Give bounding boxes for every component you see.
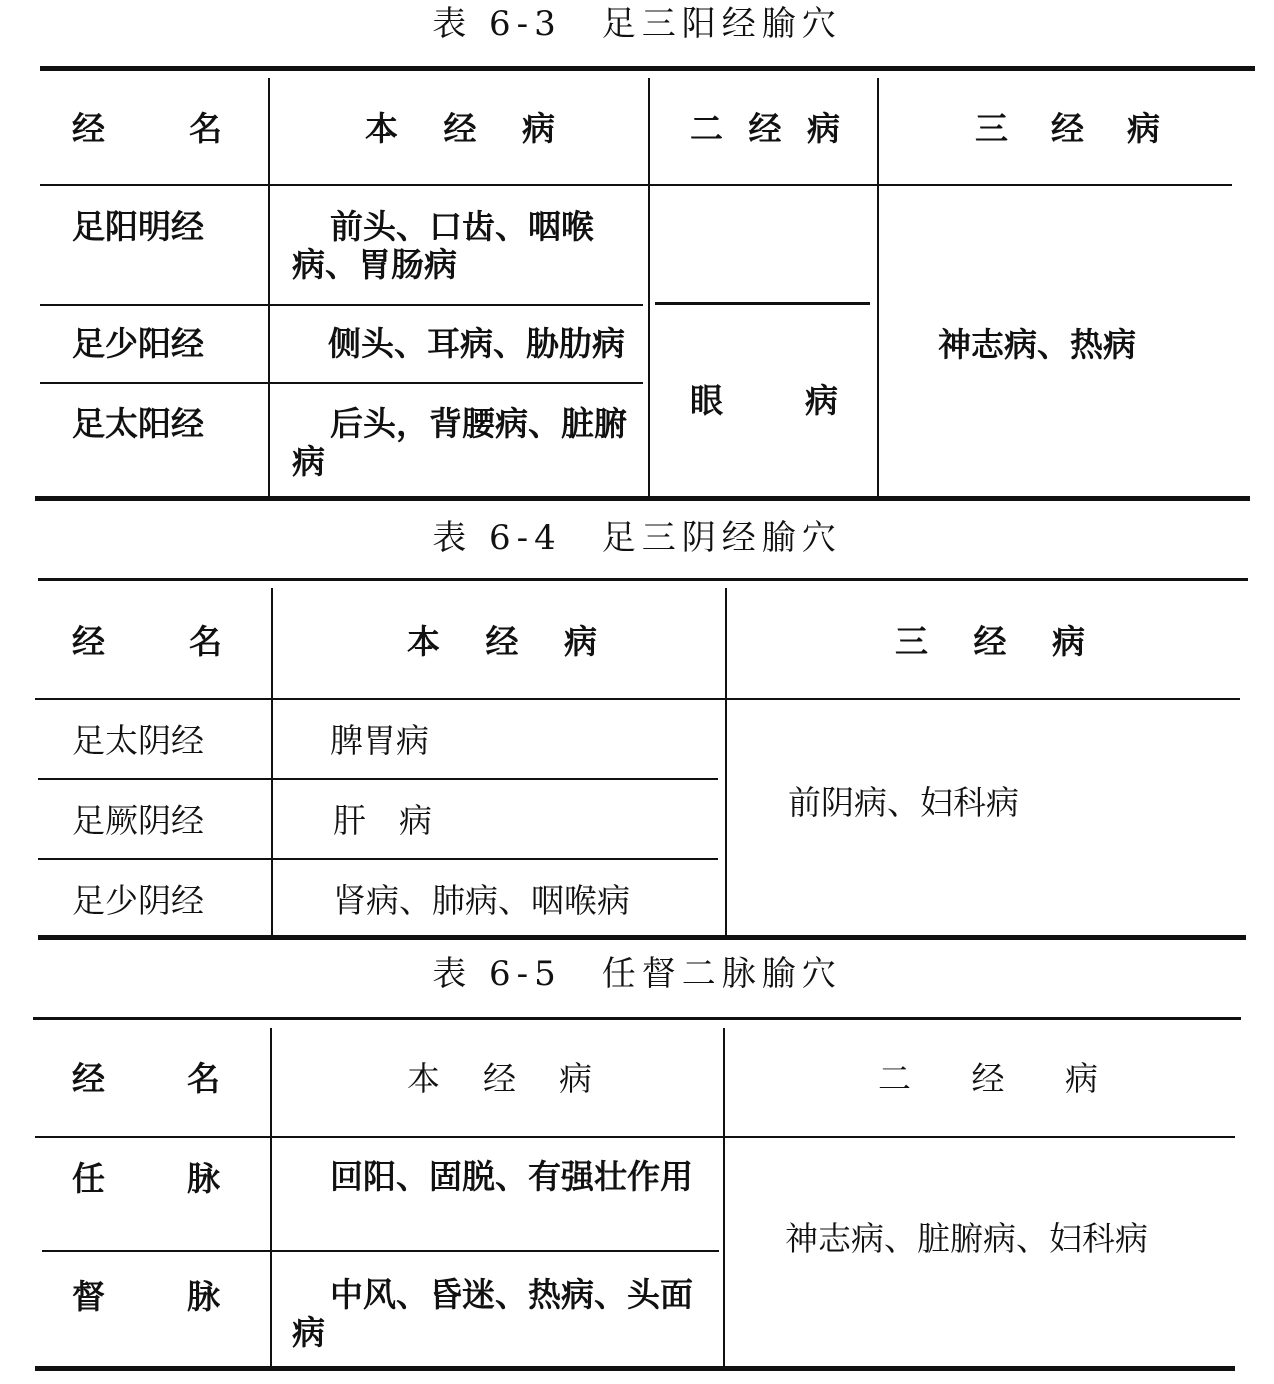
t1-row1-name: 足阳明经 xyxy=(72,207,204,246)
t2-row-rule xyxy=(38,858,718,860)
t1-header-rule xyxy=(40,184,1232,186)
table-6-5-title: 表 6-5 任督二脉腧穴 xyxy=(432,954,842,994)
t3-row1-name xyxy=(72,1160,220,1198)
t3-header-two-char: 二 xyxy=(878,1059,911,1098)
t3-header-name-char: 名 xyxy=(187,1059,220,1098)
t1-header-name xyxy=(72,110,222,148)
t2-row1-own: 脾胃病 xyxy=(330,721,429,760)
t2-row3-own: 肾病、肺病、咽喉病 xyxy=(333,881,630,920)
t2-header-three-char: 病 xyxy=(1052,622,1085,661)
t1-row2-name: 足少阳经 xyxy=(72,324,204,363)
table-6-3-bottom-rule xyxy=(35,496,1250,501)
t3-two-merged: 神志病、脏腑病、妇科病 xyxy=(785,1219,1148,1258)
t3-header-own-char: 本 xyxy=(407,1059,440,1098)
t3-col-divider xyxy=(723,1028,725,1366)
t1-row3-name: 足太阳经 xyxy=(72,404,204,443)
table-6-5-bottom-rule xyxy=(35,1366,1235,1371)
t2-col-divider xyxy=(271,588,273,935)
t2-col-divider xyxy=(725,588,727,935)
t2-row2-own: 肝 病 xyxy=(333,801,432,840)
t3-header-own xyxy=(407,1060,592,1098)
t2-row1-name: 足太阴经 xyxy=(72,721,204,760)
t1-header-own-char: 病 xyxy=(522,109,555,148)
t3-col-divider xyxy=(270,1028,272,1366)
t1-header-three xyxy=(975,110,1160,148)
t3-row1-name-char: 脉 xyxy=(187,1159,220,1198)
t3-row-rule xyxy=(42,1250,719,1252)
t2-header-own xyxy=(407,623,597,661)
t3-row2-own: 中风、昏迷、热病、头面病 xyxy=(292,1275,693,1352)
t2-header-three-char: 三 xyxy=(895,622,928,661)
t2-header-rule xyxy=(35,698,1240,700)
t2-header-name xyxy=(72,623,222,661)
t3-row1-own: 回阳、固脱、有强壮作用 xyxy=(330,1157,693,1196)
t3-header-rule xyxy=(35,1136,1235,1138)
t2-row-rule xyxy=(38,778,718,780)
t2-header-three-char: 经 xyxy=(973,622,1007,661)
t1-col-divider xyxy=(268,78,270,496)
table-6-5-top-rule xyxy=(33,1017,1241,1020)
t2-header-own-char: 经 xyxy=(485,622,519,661)
t2-row3-name: 足少阴经 xyxy=(72,881,204,920)
t1-header-own-char: 经 xyxy=(443,109,477,148)
t2-header-three xyxy=(895,623,1085,661)
t1-header-two xyxy=(690,110,840,148)
t1-header-own xyxy=(365,110,555,148)
t1-header-two-char: 二 xyxy=(690,109,723,148)
t1-header-three-char: 经 xyxy=(1051,109,1084,148)
t1-row-rule xyxy=(40,382,643,384)
t3-header-two xyxy=(878,1060,1098,1098)
t1-header-two-char: 病 xyxy=(807,109,840,148)
t1-header-name-char: 名 xyxy=(189,109,222,148)
t1-header-three-char: 三 xyxy=(975,109,1008,148)
t3-row2-name-char: 脉 xyxy=(187,1277,220,1316)
t1-row2-own: 侧头、耳病、胁肋病 xyxy=(328,324,625,363)
table-6-3-title: 表 6-3 足三阳经腧穴 xyxy=(432,4,842,44)
t2-header-own-char: 本 xyxy=(407,622,440,661)
t3-header-two-char: 经 xyxy=(971,1059,1005,1098)
t1-col-divider xyxy=(877,78,879,496)
t2-row2-name: 足厥阴经 xyxy=(72,801,204,840)
table-6-4-top-rule xyxy=(38,578,1248,581)
t1-row1-own: 前头、口齿、咽喉病、胃肠病 xyxy=(292,207,594,284)
t2-header-name-char: 名 xyxy=(189,622,222,661)
t2-three-merged: 前阴病、妇科病 xyxy=(788,783,1019,822)
t1-header-three-char: 病 xyxy=(1127,109,1160,148)
t3-header-two-char: 病 xyxy=(1065,1059,1098,1098)
t3-row1-name-char: 任 xyxy=(72,1159,105,1198)
table-6-3-top-rule xyxy=(40,66,1255,71)
t1-three-merged: 神志病、热病 xyxy=(938,325,1136,364)
t3-header-own-char: 经 xyxy=(483,1059,516,1098)
t3-header-own-char: 病 xyxy=(559,1059,592,1098)
t1-row3-own: 后头，背腰病、脏腑病 xyxy=(292,404,627,481)
t1-header-two-char: 经 xyxy=(748,109,782,148)
t1-two-merged-char: 眼 xyxy=(690,381,723,420)
t2-header-own-char: 病 xyxy=(564,622,597,661)
t3-header-name-char: 经 xyxy=(72,1059,105,1098)
t1-two-merged xyxy=(690,382,838,420)
table-6-4-bottom-rule xyxy=(38,935,1246,940)
t1-row-rule xyxy=(40,304,643,306)
t1-col-divider xyxy=(648,78,650,496)
table-6-4-title: 表 6-4 足三阴经腧穴 xyxy=(432,518,842,558)
t3-row2-name-char: 督 xyxy=(72,1277,105,1316)
t3-row2-name xyxy=(72,1278,220,1316)
t1-header-own-char: 本 xyxy=(365,109,398,148)
t1-two-merged-char: 病 xyxy=(805,381,838,420)
t3-header-name xyxy=(72,1060,220,1098)
t1-header-name-char: 经 xyxy=(72,109,105,148)
t1-two-col-rule xyxy=(655,302,870,305)
t2-header-name-char: 经 xyxy=(72,622,105,661)
